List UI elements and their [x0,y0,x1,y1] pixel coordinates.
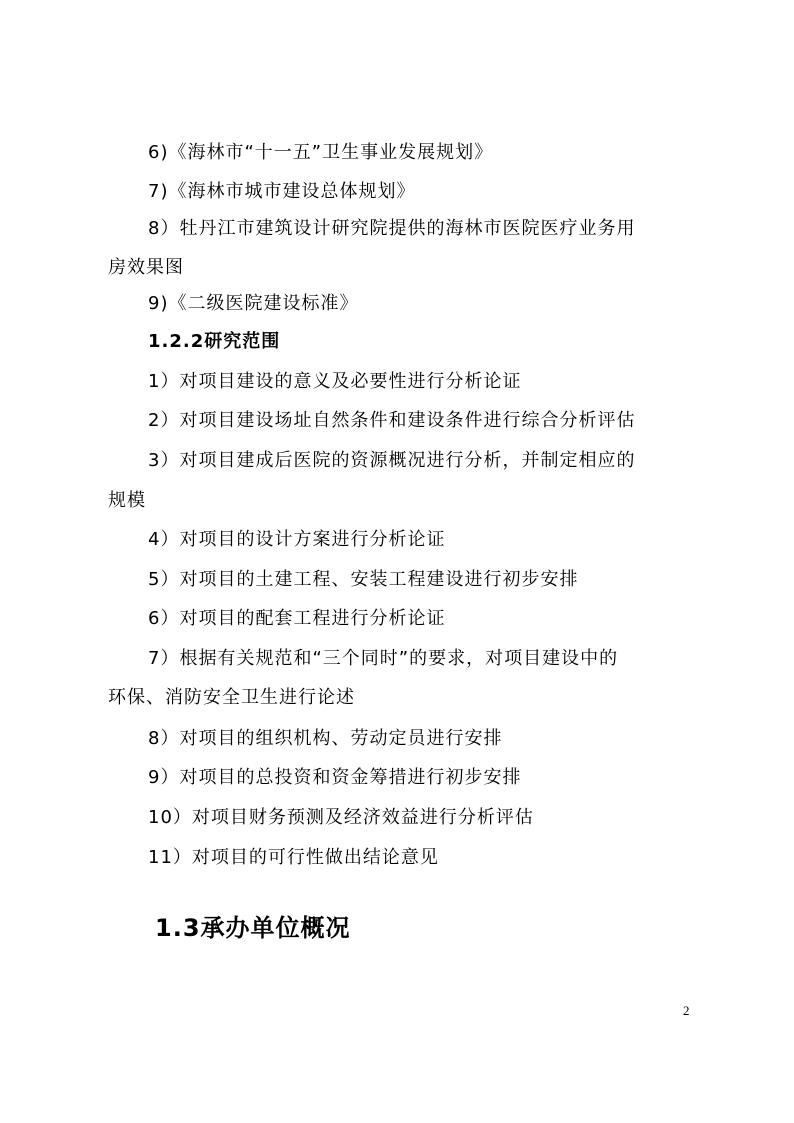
scope-item-7-line-2: 环保、消防安全卫生进行论述 [108,687,355,708]
scope-item-1: 1）对项目建设的意义及必要性进行分析论证 [148,371,522,392]
scope-item-4: 4）对项目的设计方案进行分析论证 [148,529,446,550]
page-number: 2 [683,1003,690,1018]
scope-item-5: 5）对项目的土建工程、安装工程建设进行初步安排 [148,569,579,590]
reference-item-8-line-1: 8）牡丹江市建筑设计研究院提供的海林市医院医疗业务用 [148,218,636,239]
reference-item-6: 6)《海林市“十一五”卫生事业发展规划》 [148,142,494,163]
scope-item-11: 11）对项目的可行性做出结论意见 [148,847,439,868]
scope-item-3-line-1: 3）对项目建成后医院的资源概况进行分析，并制定相应的 [148,450,636,471]
scope-item-7-line-1: 7）根据有关规范和“三个同时”的要求，对项目建设中的 [148,648,619,669]
reference-item-9: 9)《二级医院建设标准》 [148,293,359,314]
scope-item-2: 2）对项目建设场址自然条件和建设条件进行综合分析评估 [148,410,636,431]
scope-item-9: 9）对项目的总投资和资金筹措进行初步安排 [148,767,522,788]
scope-item-8: 8）对项目的组织机构、劳动定员进行安排 [148,728,503,749]
reference-item-8-line-2: 房效果图 [108,257,184,278]
section-heading: 1.3承办单位概况 [155,914,351,942]
subsection-heading: 1.2.2研究范围 [148,331,281,352]
scope-item-10: 10）对项目财务预测及经济效益进行分析评估 [148,807,534,828]
scope-item-3-line-2: 规模 [108,490,146,511]
reference-item-7: 7)《海林市城市建设总体规划》 [148,181,416,202]
scope-item-6: 6）对项目的配套工程进行分析论证 [148,608,446,629]
